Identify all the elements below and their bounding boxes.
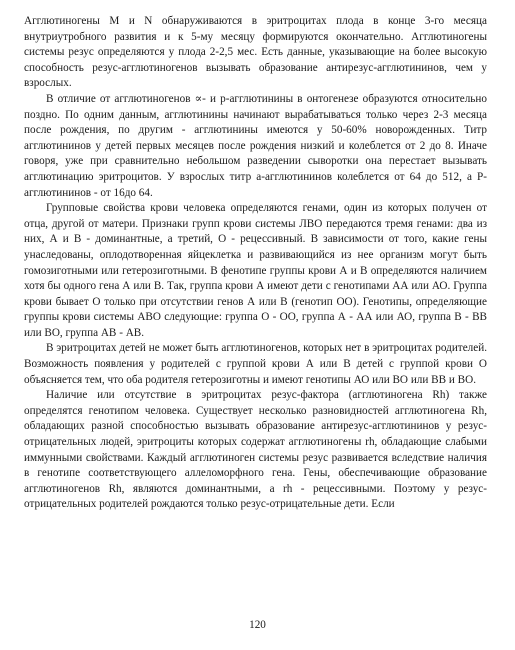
paragraph-3: Групповые свойства крови человека определяются генами, один из которых получен от отца, другой от матери. Признаки групп крови системы ЛВО передаются тремя генами: два из них, А и В - доминантные, а третий, О - рецессивный. В зависимости от того, какие гены унаследованы, оплодотворенная яйцеклетка и развивающийся из нее организм могут быть гомозиготными или гетерозиготными. В фенотипе группы крови А и В определяются наличием хотя бы одного гена А или В. Так, группа крови А имеют дети с генотипами АА или АО. Группа крови бывает О только при отсутствии генов А или В (генотип ОО). Генотипы, определяющие группы крови системы АВО следующие: группа О - ОО, группа А - АА или АО, группа В - ВВ или ВО, группа АВ - АВ. xyxy=(24,202,487,339)
paragraph-2: В отличие от агглютиногенов ∝- и р-агглютинины в онтогенезе образуются относительно поздно. По одним данным, агглютинины начинают вырабатываться только через 2-3 месяца после рождения, по другим - агглютинины имеются у 50-60% новорожденных. Титр агглютининов у детей первых месяцев после рождения низкий и колеблется от 2 до 8. Иначе говоря, уже при сравнительно небольшом разведении сыворотки она перестает вызывать агглютинацию эритроцитов. У взрослых титр а-агглютининов колеблется от 64 до 512, а Р-агглютининов - от 16до 64. xyxy=(24,92,487,199)
paragraph-4: В эритроцитах детей не может быть агглютиногенов, которых нет в эритроцитах родителей. Возможность появления у родителей с группой крови А или В детей с группой крови О объясняется тем, что оба родителя гетерозиготны и имеют генотипы АО или ВО или ВВ и ВО. xyxy=(24,342,487,386)
paragraph-1: Агглютиногены M и N обнаруживаются в эритроцитах плода в конце 3-го месяца внутриутробного развития и к 5-му месяцу формируются окончательно. Агглютиногены системы резус определяются у плода 2-2,5 мес. Есть данные, указывающие на более высокую способность резус-агглютиногенов вызывать образование антирезус-агглютининов, чем у взрослых. xyxy=(24,15,487,90)
paragraph-5: Наличие или отсутствие в эритроцитах резус-фактора (агглютиногена Rh) также определятся генотипом человека. Существует несколько разновидностей агглютиногена Rh, обладающих разной способностью вызывать образование антирезус-агглютининов у резус-отрицательных людей, эритроциты которых содержат агглютиногены rh, обладающие слабыми иммунными свойствами. Каждый агглютиноген системы резус развивается вследствие наличия в генотипе соответствующего аллеломорфного гена. Гены, обеспечивающие образование агглютиногенов Rh, являются доминантными, а rh - рецессивными. Поэтому у резус-отрицательных родителей рождаются только резус-отрицательные дети. Если xyxy=(24,389,487,511)
page-number: 120 xyxy=(249,619,266,631)
